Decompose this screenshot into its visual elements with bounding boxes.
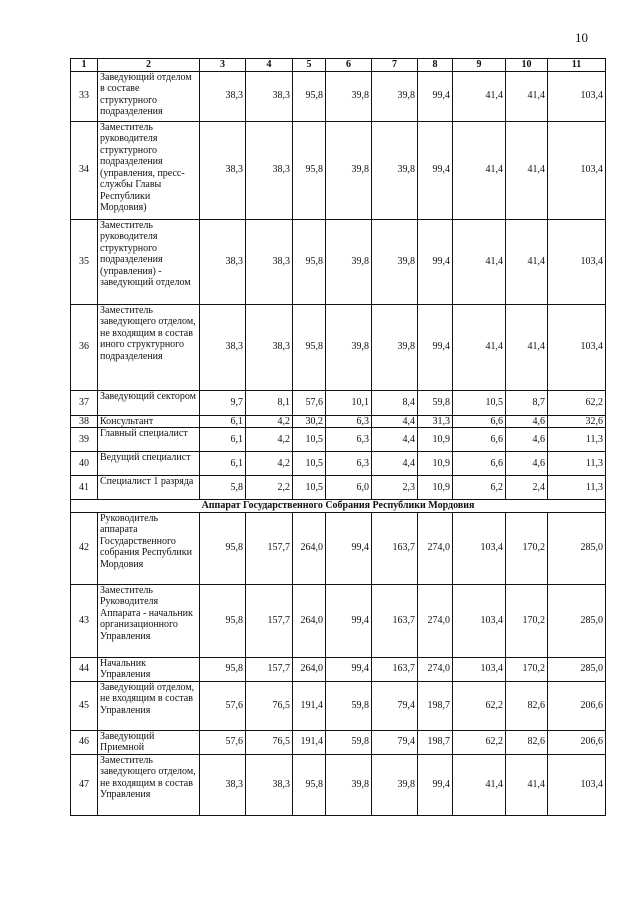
value-cell: 11,3 bbox=[548, 476, 606, 500]
value-cell: 6,2 bbox=[453, 476, 506, 500]
value-cell: 6,1 bbox=[200, 415, 246, 428]
value-cell: 6,1 bbox=[200, 428, 246, 452]
position-name: Заместитель руководителя структурного подразделения (управления) - заведующий отделом bbox=[98, 219, 200, 304]
row-number: 39 bbox=[71, 428, 98, 452]
value-cell: 95,8 bbox=[293, 304, 326, 390]
position-name: Ведущий специалист bbox=[98, 452, 200, 476]
table-row bbox=[71, 415, 606, 428]
page-number: 10 bbox=[575, 30, 588, 45]
value-cell: 62,2 bbox=[548, 390, 606, 415]
value-cell: 59,8 bbox=[326, 730, 372, 754]
value-cell: 285,0 bbox=[548, 584, 606, 657]
position-name: Заместитель заведующего отделом, не входящим в состав иного структурного подразделения bbox=[98, 304, 200, 390]
value-cell: 163,7 bbox=[372, 512, 418, 584]
value-cell: 95,8 bbox=[200, 512, 246, 584]
row-number: 42 bbox=[71, 512, 98, 584]
value-cell: 4,2 bbox=[246, 452, 293, 476]
value-cell: 39,8 bbox=[326, 754, 372, 815]
row-number: 40 bbox=[71, 452, 98, 476]
value-cell: 62,2 bbox=[453, 730, 506, 754]
value-cell: 157,7 bbox=[246, 512, 293, 584]
position-name: Заведующий Приемной bbox=[98, 730, 200, 754]
column-header-7: 7 bbox=[372, 59, 418, 72]
value-cell: 6,6 bbox=[453, 428, 506, 452]
value-cell: 285,0 bbox=[548, 657, 606, 681]
value-cell: 38,3 bbox=[246, 219, 293, 304]
value-cell: 79,4 bbox=[372, 730, 418, 754]
column-header-6: 6 bbox=[326, 59, 372, 72]
value-cell: 264,0 bbox=[293, 512, 326, 584]
value-cell: 10,9 bbox=[418, 428, 453, 452]
value-cell: 38,3 bbox=[200, 304, 246, 390]
value-cell: 170,2 bbox=[506, 584, 548, 657]
value-cell: 4,6 bbox=[506, 452, 548, 476]
value-cell: 9,7 bbox=[200, 390, 246, 415]
value-cell: 57,6 bbox=[293, 390, 326, 415]
section-title: Аппарат Государственного Собрания Республики Мордовия bbox=[71, 500, 606, 513]
value-cell: 38,3 bbox=[200, 121, 246, 219]
value-cell: 38,3 bbox=[200, 754, 246, 815]
position-name: Заместитель заведующего отделом, не входящим в состав Управления bbox=[98, 754, 200, 815]
row-number: 38 bbox=[71, 415, 98, 428]
value-cell: 103,4 bbox=[548, 71, 606, 121]
value-cell: 103,4 bbox=[548, 304, 606, 390]
table-row bbox=[71, 657, 606, 681]
value-cell: 206,6 bbox=[548, 681, 606, 730]
value-cell: 285,0 bbox=[548, 512, 606, 584]
value-cell: 4,4 bbox=[372, 452, 418, 476]
value-cell: 95,8 bbox=[293, 71, 326, 121]
value-cell: 6,3 bbox=[326, 452, 372, 476]
value-cell: 39,8 bbox=[326, 71, 372, 121]
row-number: 45 bbox=[71, 681, 98, 730]
column-header-5: 5 bbox=[293, 59, 326, 72]
value-cell: 264,0 bbox=[293, 657, 326, 681]
table-row bbox=[71, 681, 606, 730]
value-cell: 163,7 bbox=[372, 584, 418, 657]
value-cell: 39,8 bbox=[326, 304, 372, 390]
value-cell: 8,4 bbox=[372, 390, 418, 415]
value-cell: 191,4 bbox=[293, 730, 326, 754]
table-row bbox=[71, 121, 606, 219]
value-cell: 103,4 bbox=[548, 219, 606, 304]
position-name: Специалист 1 разряда bbox=[98, 476, 200, 500]
value-cell: 2,3 bbox=[372, 476, 418, 500]
value-cell: 99,4 bbox=[418, 754, 453, 815]
value-cell: 39,8 bbox=[372, 71, 418, 121]
value-cell: 79,4 bbox=[372, 681, 418, 730]
table-row bbox=[71, 219, 606, 304]
salary-table bbox=[70, 58, 606, 816]
position-name: Заместитель Руководителя Аппарата - начальник организационного Управления bbox=[98, 584, 200, 657]
value-cell: 76,5 bbox=[246, 681, 293, 730]
value-cell: 41,4 bbox=[506, 121, 548, 219]
value-cell: 41,4 bbox=[453, 304, 506, 390]
value-cell: 99,4 bbox=[418, 71, 453, 121]
value-cell: 103,4 bbox=[453, 512, 506, 584]
row-number: 47 bbox=[71, 754, 98, 815]
position-name: Заведующий отделом, не входящим в состав Управления bbox=[98, 681, 200, 730]
value-cell: 41,4 bbox=[453, 121, 506, 219]
value-cell: 6,6 bbox=[453, 452, 506, 476]
value-cell: 41,4 bbox=[453, 754, 506, 815]
row-number: 43 bbox=[71, 584, 98, 657]
value-cell: 11,3 bbox=[548, 452, 606, 476]
value-cell: 157,7 bbox=[246, 584, 293, 657]
value-cell: 274,0 bbox=[418, 657, 453, 681]
row-number: 37 bbox=[71, 390, 98, 415]
row-number: 36 bbox=[71, 304, 98, 390]
value-cell: 170,2 bbox=[506, 512, 548, 584]
value-cell: 6,1 bbox=[200, 452, 246, 476]
value-cell: 38,3 bbox=[246, 71, 293, 121]
row-number: 46 bbox=[71, 730, 98, 754]
value-cell: 30,2 bbox=[293, 415, 326, 428]
value-cell: 62,2 bbox=[453, 681, 506, 730]
value-cell: 39,8 bbox=[372, 304, 418, 390]
value-cell: 59,8 bbox=[418, 390, 453, 415]
value-cell: 41,4 bbox=[506, 219, 548, 304]
value-cell: 38,3 bbox=[200, 219, 246, 304]
value-cell: 10,5 bbox=[453, 390, 506, 415]
row-number: 41 bbox=[71, 476, 98, 500]
value-cell: 2,4 bbox=[506, 476, 548, 500]
column-header-4: 4 bbox=[246, 59, 293, 72]
value-cell: 95,8 bbox=[293, 219, 326, 304]
value-cell: 38,3 bbox=[246, 754, 293, 815]
table-row bbox=[71, 304, 606, 390]
value-cell: 38,3 bbox=[246, 121, 293, 219]
column-header-8: 8 bbox=[418, 59, 453, 72]
value-cell: 191,4 bbox=[293, 681, 326, 730]
value-cell: 103,4 bbox=[548, 121, 606, 219]
value-cell: 5,8 bbox=[200, 476, 246, 500]
value-cell: 4,4 bbox=[372, 415, 418, 428]
value-cell: 10,9 bbox=[418, 452, 453, 476]
value-cell: 32,6 bbox=[548, 415, 606, 428]
value-cell: 10,5 bbox=[293, 428, 326, 452]
value-cell: 95,8 bbox=[293, 754, 326, 815]
table-row bbox=[71, 71, 606, 121]
column-header-2: 2 bbox=[98, 59, 200, 72]
value-cell: 10,5 bbox=[293, 476, 326, 500]
row-number: 44 bbox=[71, 657, 98, 681]
row-number: 34 bbox=[71, 121, 98, 219]
value-cell: 57,6 bbox=[200, 730, 246, 754]
value-cell: 99,4 bbox=[418, 121, 453, 219]
value-cell: 274,0 bbox=[418, 584, 453, 657]
value-cell: 206,6 bbox=[548, 730, 606, 754]
value-cell: 41,4 bbox=[453, 71, 506, 121]
value-cell: 38,3 bbox=[246, 304, 293, 390]
column-header-11: 11 bbox=[548, 59, 606, 72]
value-cell: 41,4 bbox=[506, 754, 548, 815]
table-row bbox=[71, 476, 606, 500]
value-cell: 10,5 bbox=[293, 452, 326, 476]
value-cell: 10,1 bbox=[326, 390, 372, 415]
value-cell: 8,1 bbox=[246, 390, 293, 415]
table-row bbox=[71, 730, 606, 754]
value-cell: 170,2 bbox=[506, 657, 548, 681]
position-name: Заведующий сектором bbox=[98, 390, 200, 415]
value-cell: 6,3 bbox=[326, 415, 372, 428]
row-number: 33 bbox=[71, 71, 98, 121]
value-cell: 8,7 bbox=[506, 390, 548, 415]
value-cell: 4,4 bbox=[372, 428, 418, 452]
table-row bbox=[71, 390, 606, 415]
position-name: Главный специалист bbox=[98, 428, 200, 452]
value-cell: 41,4 bbox=[453, 219, 506, 304]
value-cell: 57,6 bbox=[200, 681, 246, 730]
row-number: 35 bbox=[71, 219, 98, 304]
value-cell: 6,6 bbox=[453, 415, 506, 428]
value-cell: 11,3 bbox=[548, 428, 606, 452]
value-cell: 6,3 bbox=[326, 428, 372, 452]
value-cell: 95,8 bbox=[200, 657, 246, 681]
section-row bbox=[71, 500, 606, 513]
value-cell: 103,4 bbox=[453, 657, 506, 681]
value-cell: 82,6 bbox=[506, 681, 548, 730]
value-cell: 103,4 bbox=[548, 754, 606, 815]
table-row bbox=[71, 512, 606, 584]
value-cell: 95,8 bbox=[293, 121, 326, 219]
column-header-1: 1 bbox=[71, 59, 98, 72]
position-name: Начальник Управления bbox=[98, 657, 200, 681]
value-cell: 103,4 bbox=[453, 584, 506, 657]
column-header-10: 10 bbox=[506, 59, 548, 72]
value-cell: 38,3 bbox=[200, 71, 246, 121]
table-row bbox=[71, 754, 606, 815]
value-cell: 99,4 bbox=[326, 584, 372, 657]
column-header-3: 3 bbox=[200, 59, 246, 72]
table-row bbox=[71, 452, 606, 476]
value-cell: 31,3 bbox=[418, 415, 453, 428]
value-cell: 82,6 bbox=[506, 730, 548, 754]
value-cell: 4,6 bbox=[506, 415, 548, 428]
value-cell: 6,0 bbox=[326, 476, 372, 500]
table-row bbox=[71, 428, 606, 452]
value-cell: 39,8 bbox=[372, 219, 418, 304]
value-cell: 4,6 bbox=[506, 428, 548, 452]
value-cell: 59,8 bbox=[326, 681, 372, 730]
value-cell: 41,4 bbox=[506, 304, 548, 390]
value-cell: 274,0 bbox=[418, 512, 453, 584]
value-cell: 95,8 bbox=[200, 584, 246, 657]
value-cell: 10,9 bbox=[418, 476, 453, 500]
value-cell: 163,7 bbox=[372, 657, 418, 681]
value-cell: 264,0 bbox=[293, 584, 326, 657]
value-cell: 99,4 bbox=[418, 304, 453, 390]
position-name: Руководитель аппарата Государственного собрания Республики Мордовия bbox=[98, 512, 200, 584]
value-cell: 198,7 bbox=[418, 730, 453, 754]
position-name: Консультант bbox=[98, 415, 200, 428]
value-cell: 39,8 bbox=[372, 121, 418, 219]
value-cell: 2,2 bbox=[246, 476, 293, 500]
value-cell: 39,8 bbox=[326, 121, 372, 219]
column-header-9: 9 bbox=[453, 59, 506, 72]
position-name: Заведующий отделом в составе структурного подразделения bbox=[98, 71, 200, 121]
value-cell: 41,4 bbox=[506, 71, 548, 121]
value-cell: 198,7 bbox=[418, 681, 453, 730]
value-cell: 157,7 bbox=[246, 657, 293, 681]
header-row bbox=[71, 59, 606, 72]
value-cell: 99,4 bbox=[326, 657, 372, 681]
value-cell: 39,8 bbox=[372, 754, 418, 815]
value-cell: 76,5 bbox=[246, 730, 293, 754]
value-cell: 4,2 bbox=[246, 428, 293, 452]
position-name: Заместитель руководителя структурного подразделения (управления, пресс-службы Главы Республики Мордовия) bbox=[98, 121, 200, 219]
value-cell: 99,4 bbox=[418, 219, 453, 304]
value-cell: 4,2 bbox=[246, 415, 293, 428]
value-cell: 39,8 bbox=[326, 219, 372, 304]
value-cell: 99,4 bbox=[326, 512, 372, 584]
table-row bbox=[71, 584, 606, 657]
